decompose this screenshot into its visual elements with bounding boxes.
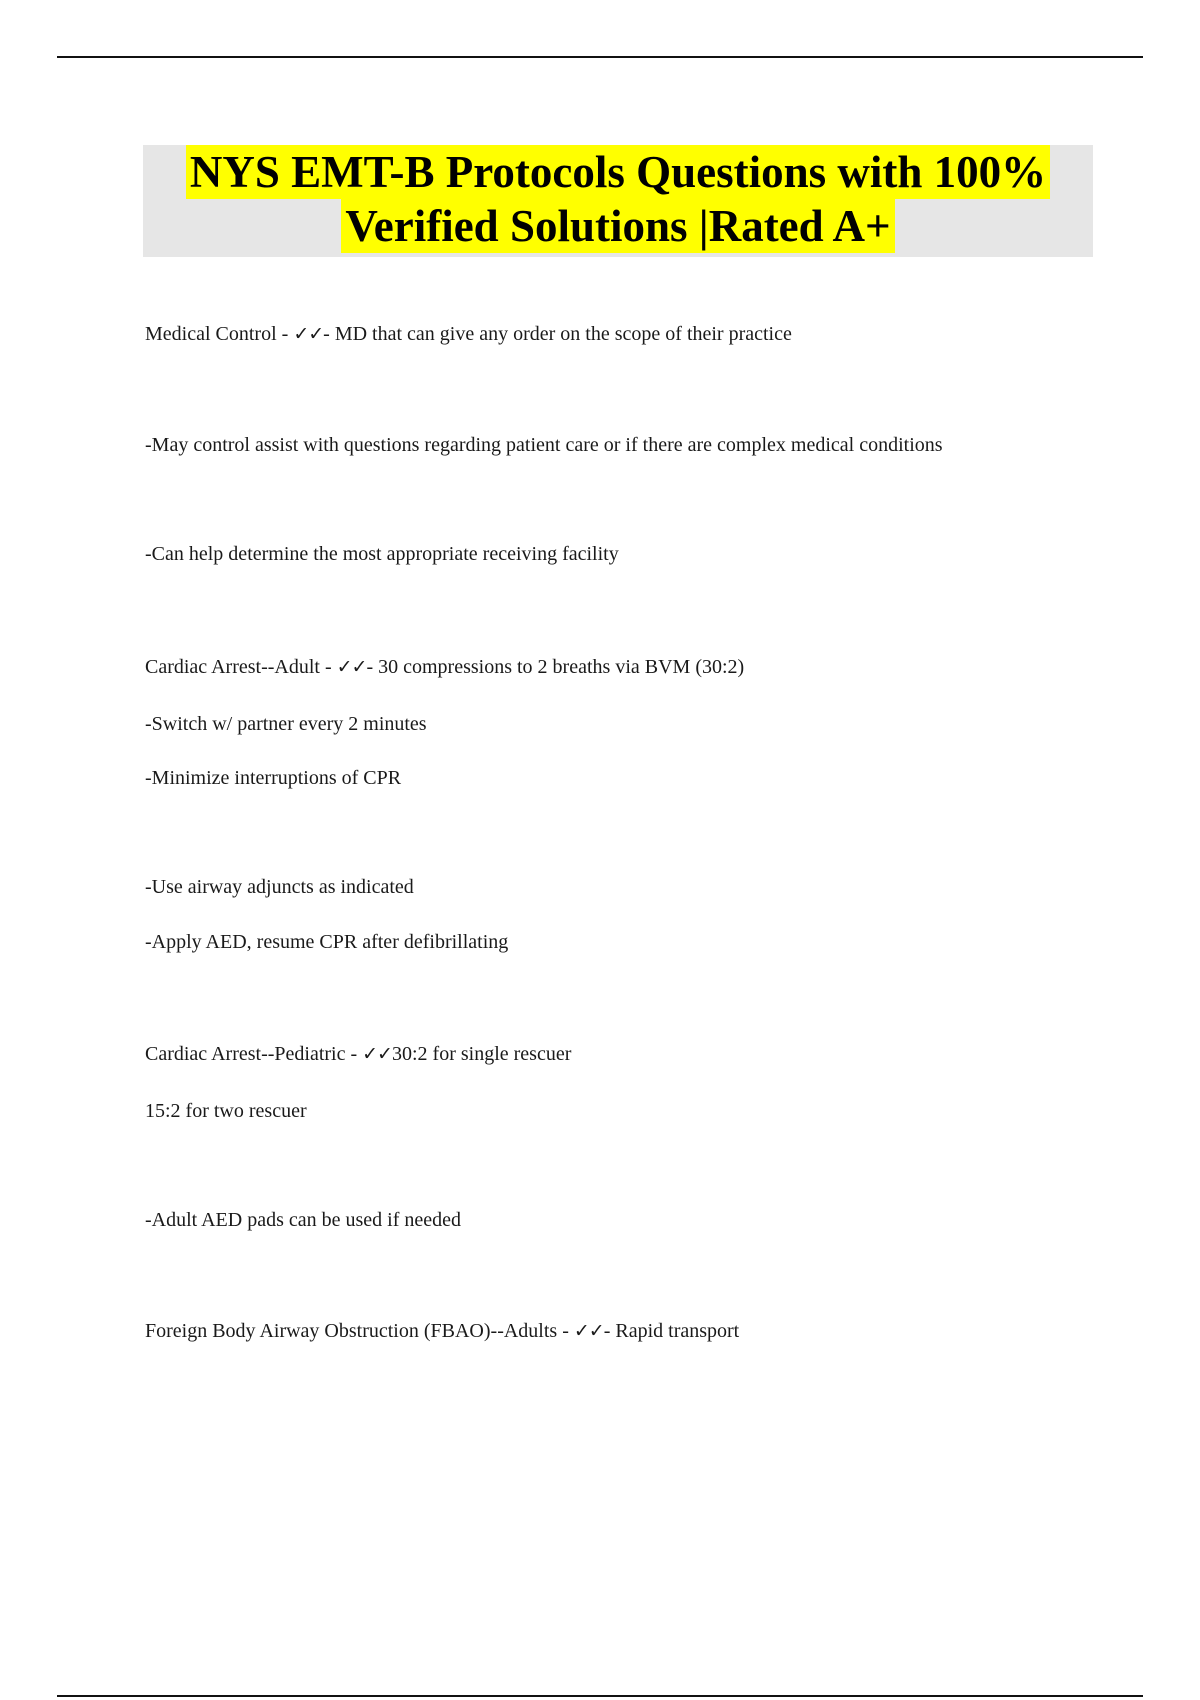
entry-line: -Minimize interruptions of CPR: [145, 767, 402, 789]
entry-answer: MD that can give any order on the scope of their practice: [334, 323, 792, 345]
entry-separator: -: [366, 656, 379, 678]
title-text-1: NYS EMT-B Protocols Questions with 100%: [186, 145, 1050, 199]
entry-line: -Apply AED, resume CPR after defibrillating: [145, 931, 509, 953]
entry-line: -Can help determine the most appropriate receiving facility: [145, 543, 619, 565]
check-icon: ✓✓: [573, 1320, 604, 1342]
top-rule: [57, 56, 1143, 58]
entry-answer: 30 compressions to 2 breaths via BVM (30:2): [378, 656, 745, 678]
entry-line: -Use airway adjuncts as indicated: [145, 876, 414, 898]
entry-cardiac-arrest-pediatric: [145, 1041, 571, 1067]
entry-line: -Switch w/ partner every 2 minutes: [145, 713, 427, 735]
entry-cardiac-arrest-adult: [145, 654, 744, 680]
check-icon: ✓✓: [293, 323, 324, 345]
check-icon: ✓✓: [336, 656, 367, 678]
entry-answer: 30:2 for single rescuer: [391, 1043, 572, 1065]
entry-term: Foreign Body Airway Obstruction (FBAO)--Adults -: [145, 1320, 574, 1342]
entry-separator: -: [323, 323, 335, 345]
document-title: [143, 145, 1093, 257]
entry-answer: Rapid transport: [615, 1320, 740, 1342]
entry-term: Cardiac Arrest--Pediatric -: [145, 1043, 363, 1065]
entry-fbao-adults: [145, 1318, 739, 1344]
entry-separator: -: [603, 1320, 616, 1342]
title-text-2: Verified Solutions |Rated A+: [341, 199, 894, 253]
entry-medical-control: [145, 321, 792, 347]
title-line-2: [143, 199, 1093, 253]
entry-line: -Adult AED pads can be used if needed: [145, 1209, 462, 1231]
entry-term: Medical Control -: [145, 323, 294, 345]
check-icon: ✓✓: [362, 1043, 392, 1065]
bottom-rule: [57, 1695, 1143, 1697]
entry-line: -May control assist with questions regarding patient care or if there are complex medical conditions: [145, 434, 943, 456]
entry-line: 15:2 for two rescuer: [145, 1100, 307, 1122]
entry-term: Cardiac Arrest--Adult -: [145, 656, 337, 678]
title-line-1: [143, 145, 1093, 199]
